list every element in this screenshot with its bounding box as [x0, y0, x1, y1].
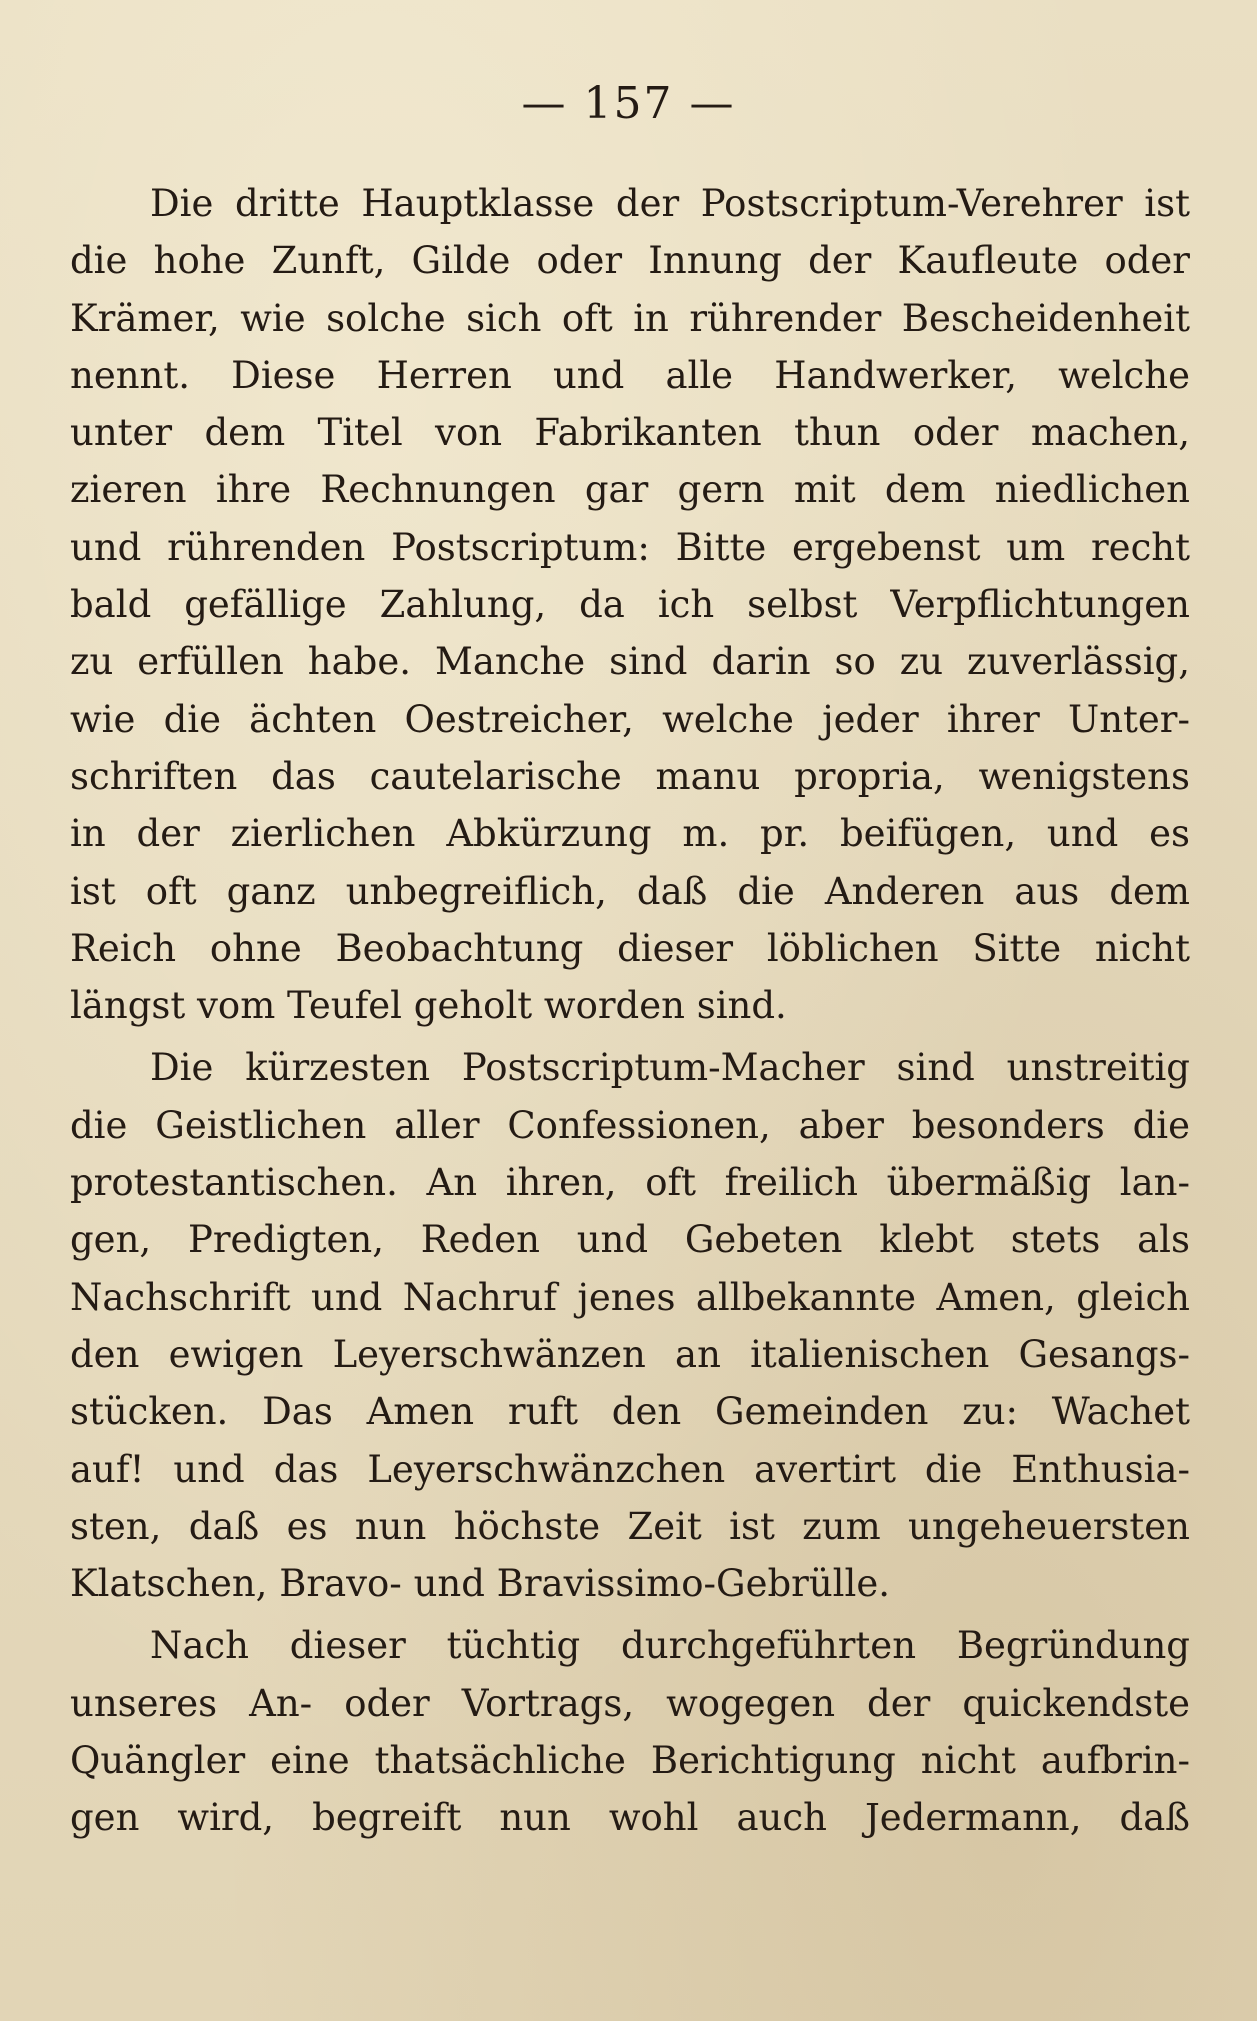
paragraph: [70, 175, 1190, 1034]
text-line: in der zierlichen Abkürzung m. pr. beifügen, und es: [70, 812, 1190, 856]
text-line: stücken. Das Amen ruft den Gemeinden zu: Wachet: [70, 1390, 1190, 1434]
text-line: die hohe Zunft, Gilde oder Innung der Kaufleute oder: [70, 239, 1190, 283]
body-text: [70, 175, 1190, 1847]
text-line: zieren ihre Rechnungen gar gern mit dem niedlichen: [70, 468, 1190, 512]
text-line: sten, daß es nun höchste Zeit ist zum ungeheuersten: [70, 1504, 1190, 1548]
text-line: den ewigen Leyerschwänzen an italienischen Gesangs-: [70, 1332, 1190, 1376]
text-line: Nach dieser tüchtig durchgeführten Begründung: [150, 1624, 1190, 1668]
page-number: — 157 —: [521, 78, 736, 129]
text-line: unseres An- oder Vortrags, wogegen der quickendste: [70, 1681, 1190, 1725]
text-line: schriften das cautelarische manu propria, wenigstens: [70, 754, 1190, 798]
text-line: längst vom Teufel geholt worden sind.: [70, 984, 787, 1028]
text-line: gen wird, begreift nun wohl auch Jedermann, daß: [70, 1796, 1190, 1840]
text-line: wie die ächten Oestreicher, welche jeder ihrer Unter-: [70, 697, 1190, 741]
text-line: und rührenden Postscriptum: Bitte ergebenst um recht: [70, 525, 1190, 569]
text-line: unter dem Titel von Fabrikanten thun oder machen,: [70, 411, 1190, 455]
text-line: Reich ohne Beobachtung dieser löblichen Sitte nicht: [70, 926, 1190, 970]
text-line: ist oft ganz unbegreiflich, daß die Anderen aus dem: [70, 869, 1190, 913]
paragraph: [70, 1617, 1190, 1846]
text-line: Die kürzesten Postscriptum-Macher sind unstreitig: [150, 1046, 1190, 1090]
text-line: Klatschen, Bravo- und Bravissimo-Gebrülle.: [70, 1562, 890, 1606]
text-line: bald gefällige Zahlung, da ich selbst Verpflichtungen: [70, 583, 1190, 627]
text-line: gen, Predigten, Reden und Gebeten klebt stets als: [70, 1218, 1190, 1262]
text-line: protestantischen. An ihren, oft freilich übermäßig lan-: [70, 1161, 1190, 1205]
text-line: die Geistlichen aller Confessionen, aber besonders die: [70, 1103, 1190, 1147]
text-line: Die dritte Hauptklasse der Postscriptum-Verehrer ist: [150, 182, 1190, 225]
text-line: auf! und das Leyerschwänzchen avertirt die Enthusia-: [70, 1447, 1190, 1491]
text-line: Krämer, wie solche sich oft in rührender Bescheidenheit: [70, 296, 1190, 340]
text-line: Quängler eine thatsächliche Berichtigung nicht aufbrin-: [70, 1739, 1190, 1783]
text-line: Nachschrift und Nachruf jenes allbekannte Amen, gleich: [70, 1275, 1190, 1319]
paragraph: [70, 1039, 1190, 1612]
text-line: zu erfüllen habe. Manche sind darin so zu zuverlässig,: [70, 640, 1190, 684]
text-line: nennt. Diese Herren und alle Handwerker, welche: [70, 353, 1190, 397]
